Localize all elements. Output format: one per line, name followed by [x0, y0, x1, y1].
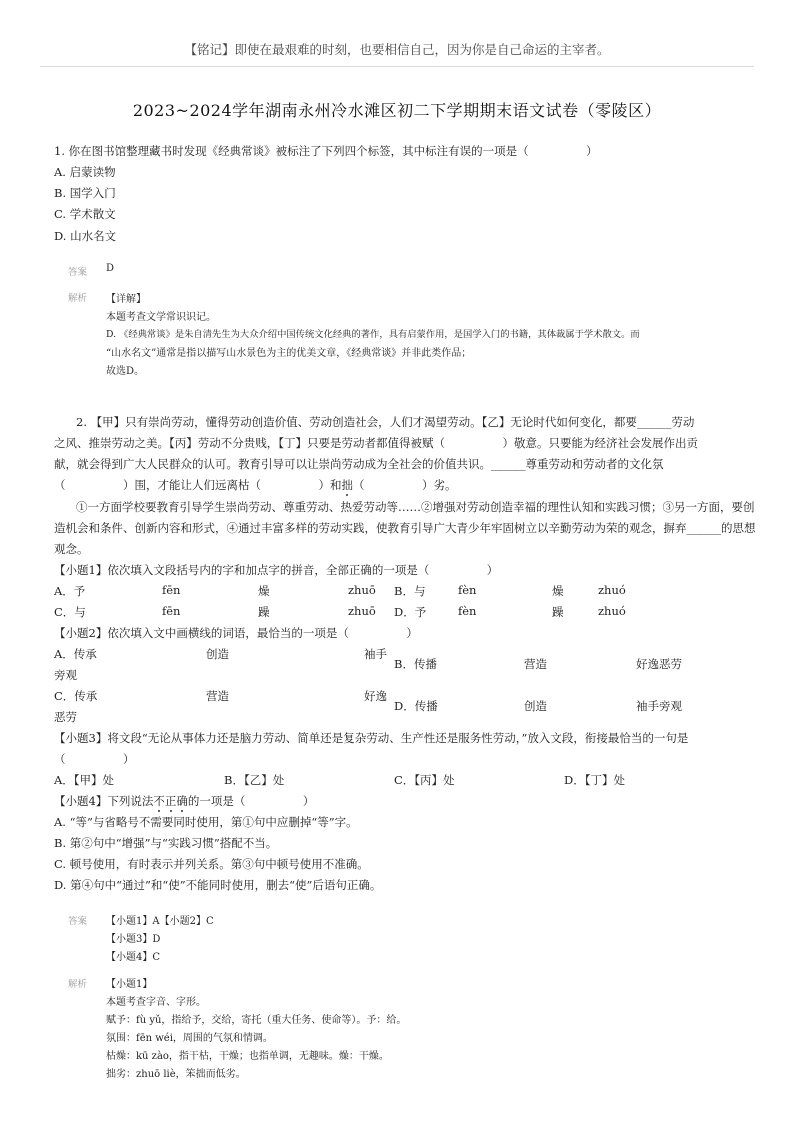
q1-analysis-label: 解析 — [68, 293, 88, 304]
subq2-option-cell: 袖手旁观 — [636, 699, 682, 713]
subq2-option-cell: 营造 — [206, 689, 229, 703]
subq1-option-cell: C．与 — [54, 605, 86, 619]
subq1-option-cell: fèn — [458, 583, 477, 597]
subq2-option-cell: 创造 — [524, 699, 547, 713]
subq4-dotted-char: 不 — [153, 794, 165, 808]
q2-passage-text: （ ）围，才能让人们远离枯（ ）和 — [54, 478, 342, 492]
q1-option-d: D. 山水名文 — [54, 229, 117, 243]
q2-passage-line: ①一方面学校要教育引导学生崇尚劳动、尊重劳动、热爱劳动等……②增强对劳动创造幸福的理性认知和实践习惯；③另一方面，要创 — [76, 500, 755, 514]
subq3-option: B．【乙】处 — [224, 773, 285, 787]
q1-analysis-line: 本题考查文学常识识记。 — [106, 312, 216, 323]
q2-passage-line: 献，就会得到广大人民群众的认可。教育引导可以让崇尚劳动成为全社会的价值共识。______尊重劳动和劳动者的文化氛 — [54, 457, 664, 471]
q1-answer: D — [106, 263, 115, 274]
subq3-option: C．【丙】处 — [394, 773, 455, 787]
subq2-option-cell: 创造 — [206, 647, 229, 661]
q2-passage-line: 之风、推崇劳动之美。【丙】劳动不分贵贱，【丁】只要是劳动者都值得被赋（ ）敬意。只要能为经济社会发展作出贡 — [54, 436, 698, 450]
q2-analysis-line: 枯燥：kū zào，指干枯，干燥；也指单调，无趣味。燥：干燥。 — [106, 1051, 389, 1062]
q2-analysis-label: 解析 — [68, 979, 88, 990]
subq4-option: A. “等”与省略号不需要同时使用，第①句中应删掉“等”字。 — [54, 815, 358, 829]
q2-passage-text: （ ）劣。 — [353, 478, 457, 492]
subq1-option-cell: fēn — [162, 583, 181, 597]
q2-analysis-line: 氛围：fēn wéi，周围的气氛和情调。 — [106, 1033, 273, 1044]
subq4-stem-text: 的一项是（ ） — [187, 794, 315, 808]
q1-stem: 1. 你在图书馆整理藏书时发现《经典常谈》被标注了下列四个标签，其中标注有误的一项是（ ） — [54, 144, 598, 158]
subq4-stem-text: 【小题4】下列说法 — [54, 794, 154, 808]
subq2-option-cell: 好逸 — [364, 689, 387, 703]
subq2-option-cell: B．传播 — [394, 657, 437, 671]
header-divider — [40, 66, 754, 67]
subq1-option-cell: B．与 — [394, 584, 426, 598]
q1-answer-label: 答案 — [68, 267, 88, 278]
q1-analysis-line: “山水名文”通常是指以描写山水景色为主的优美文章，《经典常谈》并非此类作品； — [106, 348, 472, 359]
subq1-option-cell: 躁 — [552, 605, 564, 619]
page-title: 2023~2024学年湖南永州冷水滩区初二下学期期末语文试卷（零陵区） — [132, 101, 662, 120]
subq2-option-cell: D．传播 — [394, 699, 438, 713]
q1-analysis-line: 故选D。 — [106, 366, 145, 377]
subq2-option-cell: 营造 — [524, 657, 547, 671]
subq1-option-cell: zhuō — [348, 583, 376, 597]
q2-analysis-line: 本题考查字音、字形。 — [106, 997, 206, 1008]
q2-answer-line: 【小题4】C — [106, 952, 161, 963]
q1-option-a: A. 启蒙读物 — [54, 165, 116, 179]
q2-passage-line: 观念。 — [54, 542, 89, 556]
subq1-option-cell: zhuō — [348, 604, 376, 618]
subq1-option-cell: 躁 — [258, 605, 270, 619]
subq2-option-cell: 恶劳 — [54, 710, 77, 724]
q2-analysis-line: 【小题1】 — [106, 979, 153, 990]
subq2-option-cell: 旁观 — [54, 668, 77, 682]
q2-answer-label: 答案 — [68, 916, 88, 927]
q1-option-b: B. 国学入门 — [54, 186, 116, 200]
subq2-option-cell: A．传承 — [54, 647, 97, 661]
subq1-option-cell: zhuó — [598, 583, 626, 597]
subq3-stem: 【小题3】将文段“无论从事体力还是脑力劳动、简单还是复杂劳动、生产性还是服务性劳动，”放入文段，衔接最恰当的一句是 — [54, 731, 689, 745]
subq4-stem — [54, 793, 314, 809]
q2-analysis-line: 拙劣：zhuō liè，笨拙而低劣。 — [106, 1069, 246, 1080]
subq4-option: B. 第②句中“增强”与“实践习惯”搭配不当。 — [54, 836, 278, 850]
subq1-option-cell: fèn — [458, 604, 477, 618]
subq4-dotted-char: 确 — [176, 794, 188, 808]
q2-analysis-line: 赋予：fù yǔ，指给予，交给，寄托（重大任务、使命等）。予：给。 — [106, 1015, 407, 1026]
subq4-dotted-char: 正 — [164, 794, 177, 808]
subq3-option: A．【甲】处 — [54, 773, 115, 787]
q2-dotted-char: 拙 — [341, 478, 353, 492]
subq4-option: C. 顿号使用，有时表示并列关系。第③句中顿号使用不准确。 — [54, 857, 369, 871]
subq2-option-cell: C．传承 — [54, 689, 98, 703]
motto-banner: 【铭记】即使在最艰难的时刻，也要相信自己，因为你是自己命运的主宰者。 — [184, 42, 610, 57]
subq1-option-cell: fēn — [162, 604, 181, 618]
q1-analysis-line: D. 《经典常谈》是朱自清先生为大众介绍中国传统文化经典的著作，具有启蒙作用，是国学入门的书籍，其体裁属于学术散文。而 — [106, 329, 640, 340]
subq2-stem: 【小题2】依次填入文中画横线的词语，最恰当的一项是（ ） — [54, 626, 418, 640]
q2-answer-line: 【小题1】A【小题2】C — [106, 916, 214, 927]
subq4-option: D. 第④句中“通过”和“使”不能同时使用，删去“使”后语句正确。 — [54, 878, 382, 892]
subq1-option-cell: D．予 — [394, 605, 427, 619]
q2-answer-line: 【小题3】D — [106, 934, 161, 945]
subq1-option-cell: 燥 — [552, 584, 564, 598]
subq3-paren: （ ） — [54, 752, 135, 766]
subq1-option-cell: 燥 — [258, 584, 270, 598]
subq1-stem: 【小题1】依次填入文段括号内的字和加点字的拼音，全部正确的一项是（ ） — [54, 563, 499, 577]
subq1-option-cell: A．予 — [54, 584, 86, 598]
q2-passage-line: 2. 【甲】只有崇尚劳动，懂得劳动创造价值、劳动创造社会，人们才渴望劳动。【乙】无论时代如何变化，都要______劳动 — [76, 415, 695, 429]
subq1-option-cell: zhuó — [598, 604, 626, 618]
q2-passage-line: 造机会和条件、创新内容和形式，④通过丰富多样的劳动实践，使教育引导广大青少年牢固树立以辛勤劳动为荣的观念，摒弃______的思想 — [54, 521, 756, 535]
subq2-option-cell: 袖手 — [364, 647, 387, 661]
q1-option-c: C. 学术散文 — [54, 207, 116, 221]
q1-analysis-line: 【详解】 — [106, 294, 146, 305]
subq3-option: D．【丁】处 — [564, 773, 625, 787]
subq2-option-cell: 好逸恶劳 — [636, 657, 682, 671]
q2-passage-line — [54, 477, 457, 493]
